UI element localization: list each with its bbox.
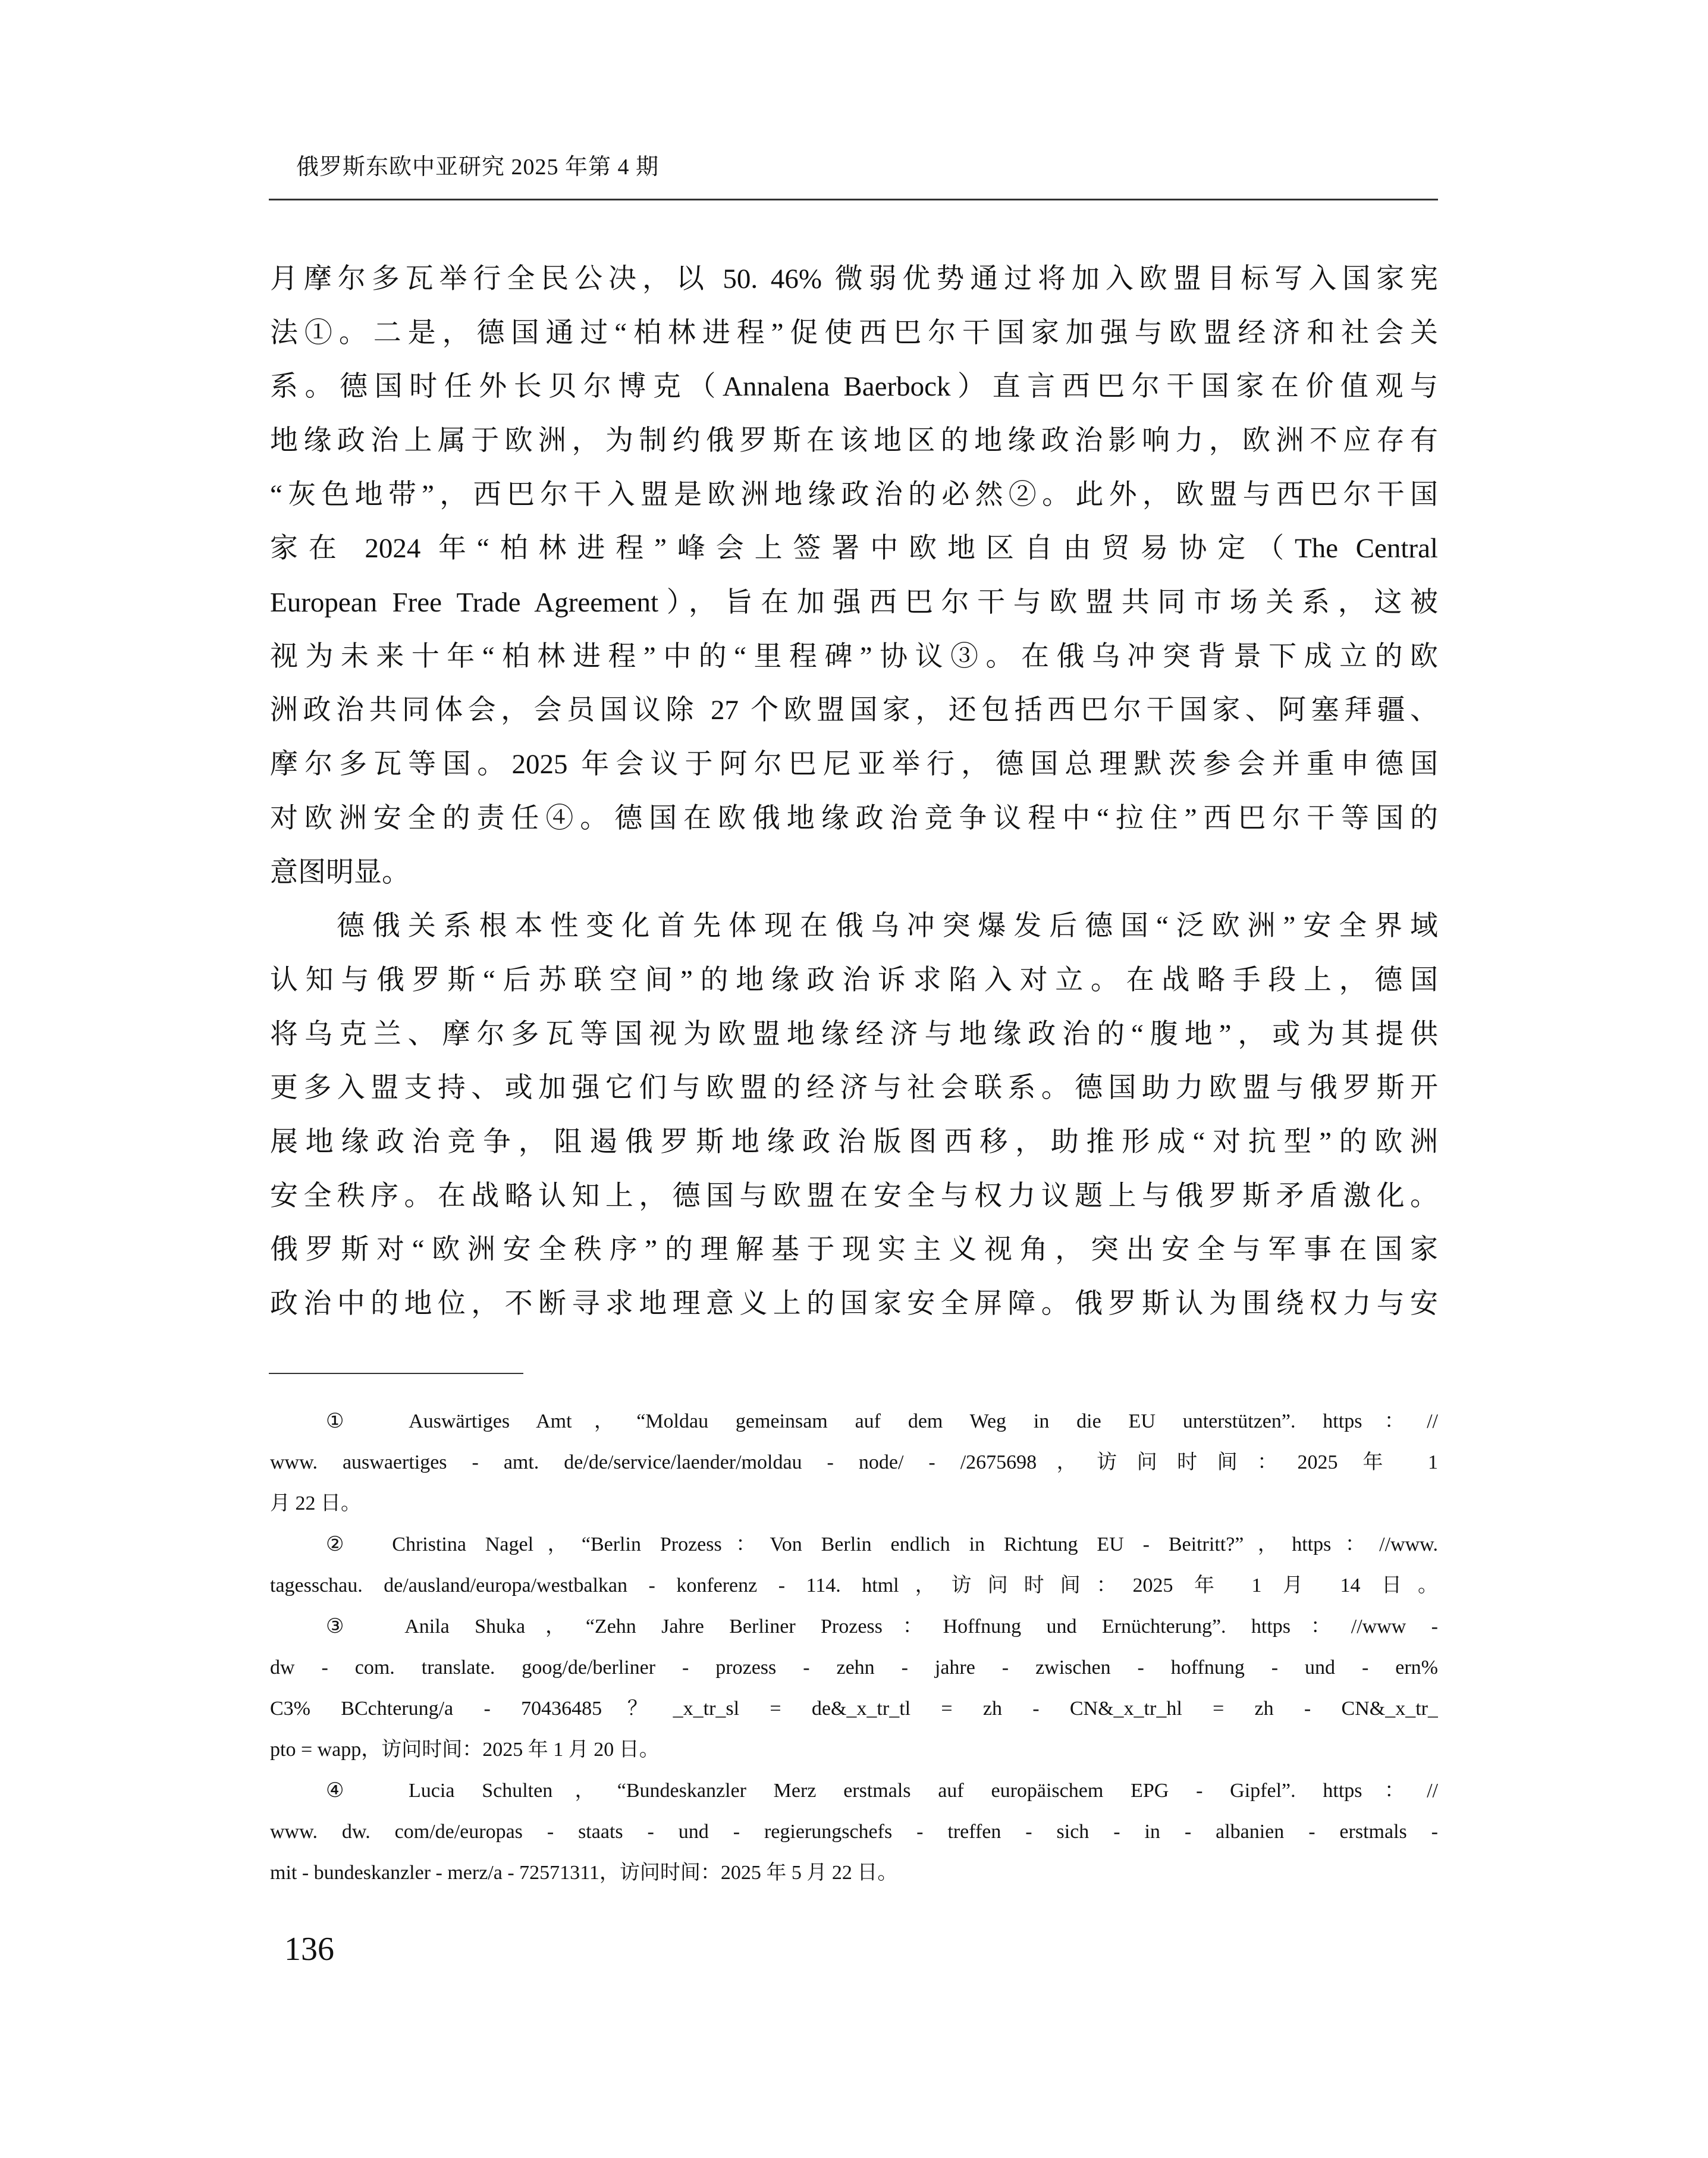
footnote-line: ① Auswärtiges Amt，“Moldau gemeinsam auf dem Weg in die EU unterstützen”. https：//	[326, 1410, 1438, 1432]
body-line: 意图明显。	[270, 857, 410, 888]
body-line: 政治中的地位，不断寻求地理意义上的国家安全屏障。俄罗斯认为围绕权力与安	[270, 1288, 1438, 1319]
body-line: 洲政治共同体会，会员国议除 27 个欧盟国家，还包括西巴尔干国家、阿塞拜疆、	[270, 695, 1438, 726]
body-line: 月摩尔多瓦举行全民公决，以 50. 46% 微弱优势通过将加入欧盟目标写入国家宪	[270, 264, 1438, 294]
body-line: 安全秩序。在战略认知上，德国与欧盟在安全与权力议题上与俄罗斯矛盾激化。	[270, 1181, 1438, 1212]
footnote-line: tagesschau. de/ausland/europa/westbalkan - konferenz - 114. html，访问时间：2025 年 1 月 14 日。	[270, 1574, 1438, 1596]
body-line: 对欧洲安全的责任④。德国在欧俄地缘政治竞争议程中“拉住”西巴尔干等国的	[270, 803, 1438, 834]
body-line: 俄罗斯对“欧洲安全秩序”的理解基于现实主义视角，突出安全与军事在国家	[270, 1234, 1438, 1265]
footnote-line: www. auswaertiges - amt. de/de/service/laender/moldau - node/ - /2675698，访问时间：2025 年 1	[270, 1451, 1438, 1473]
body-line: 视为未来十年“柏林进程”中的“里程碑”协议③。在俄乌冲突背景下成立的欧	[270, 641, 1438, 672]
body-line: “灰色地带”，西巴尔干入盟是欧洲地缘政治的必然②。此外，欧盟与西巴尔干国	[270, 479, 1438, 510]
body-line: 认知与俄罗斯“后苏联空间”的地缘政治诉求陷入对立。在战略手段上，德国	[270, 965, 1438, 996]
body-line: 家在 2024 年“柏林进程”峰会上签署中欧地区自由贸易协定（The Central	[270, 533, 1438, 564]
body-line: 法①。二是，德国通过“柏林进程”促使西巴尔干国家加强与欧盟经济和社会关	[270, 318, 1438, 349]
footnote-line: ④ Lucia Schulten，“Bundeskanzler Merz erstmals auf europäischem EPG - Gipfel”. https：//	[326, 1780, 1438, 1802]
body-line: 系。德国时任外长贝尔博克（Annalena Baerbock）直言西巴尔干国家在价值观与	[270, 371, 1438, 402]
page-number: 136	[284, 1931, 334, 1968]
body-line: 德俄关系根本性变化首先体现在俄乌冲突爆发后德国“泛欧洲”安全界域	[337, 911, 1438, 942]
running-head: 俄罗斯东欧中亚研究 2025 年第 4 期	[296, 155, 660, 180]
body-line: 地缘政治上属于欧洲，为制约俄罗斯在该地区的地缘政治影响力，欧洲不应存有	[270, 425, 1438, 456]
header-rule	[269, 199, 1438, 200]
footnote-line: mit - bundeskanzler - merz/a - 72571311，访问时间：2025 年 5 月 22 日。	[270, 1862, 898, 1884]
body-line: 摩尔多瓦等国。2025 年会议于阿尔巴尼亚举行，德国总理默茨参会并重申德国	[270, 749, 1438, 780]
body-line: 将乌克兰、摩尔多瓦等国视为欧盟地缘经济与地缘政治的“腹地”，或为其提供	[270, 1019, 1438, 1050]
footnote-line: ③ Anila Shuka，“Zehn Jahre Berliner Prozess：Hoffnung und Ernüchterung”. https：//www -	[326, 1616, 1438, 1638]
footnote-line: pto = wapp，访问时间：2025 年 1 月 20 日。	[270, 1739, 660, 1761]
body-line: European Free Trade Agreement），旨在加强西巴尔干与欧盟共同市场关系，这被	[270, 587, 1438, 618]
footnote-rule	[269, 1373, 523, 1374]
footnote-line: dw - com. translate. goog/de/berliner - prozess - zehn - jahre - zwischen - hoffnung - und - ern%	[270, 1657, 1438, 1679]
footnote-line: C3% BCchterung/a - 70436485？_x_tr_sl = de&_x_tr_tl = zh - CN&_x_tr_hl = zh - CN&_x_tr_	[270, 1698, 1438, 1720]
footnote-line: www. dw. com/de/europas - staats - und - regierungschefs - treffen - sich - in - albanien - erstmals -	[270, 1821, 1438, 1843]
body-line: 更多入盟支持、或加强它们与欧盟的经济与社会联系。德国助力欧盟与俄罗斯开	[270, 1072, 1438, 1103]
footnote-line: ② Christina Nagel，“Berlin Prozess：Von Berlin endlich in Richtung EU - Beitritt?”，https：//www.	[326, 1533, 1438, 1555]
footnote-line: 月 22 日。	[270, 1492, 361, 1514]
body-line: 展地缘政治竞争，阻遏俄罗斯地缘政治版图西移，助推形成“对抗型”的欧洲	[270, 1127, 1438, 1158]
